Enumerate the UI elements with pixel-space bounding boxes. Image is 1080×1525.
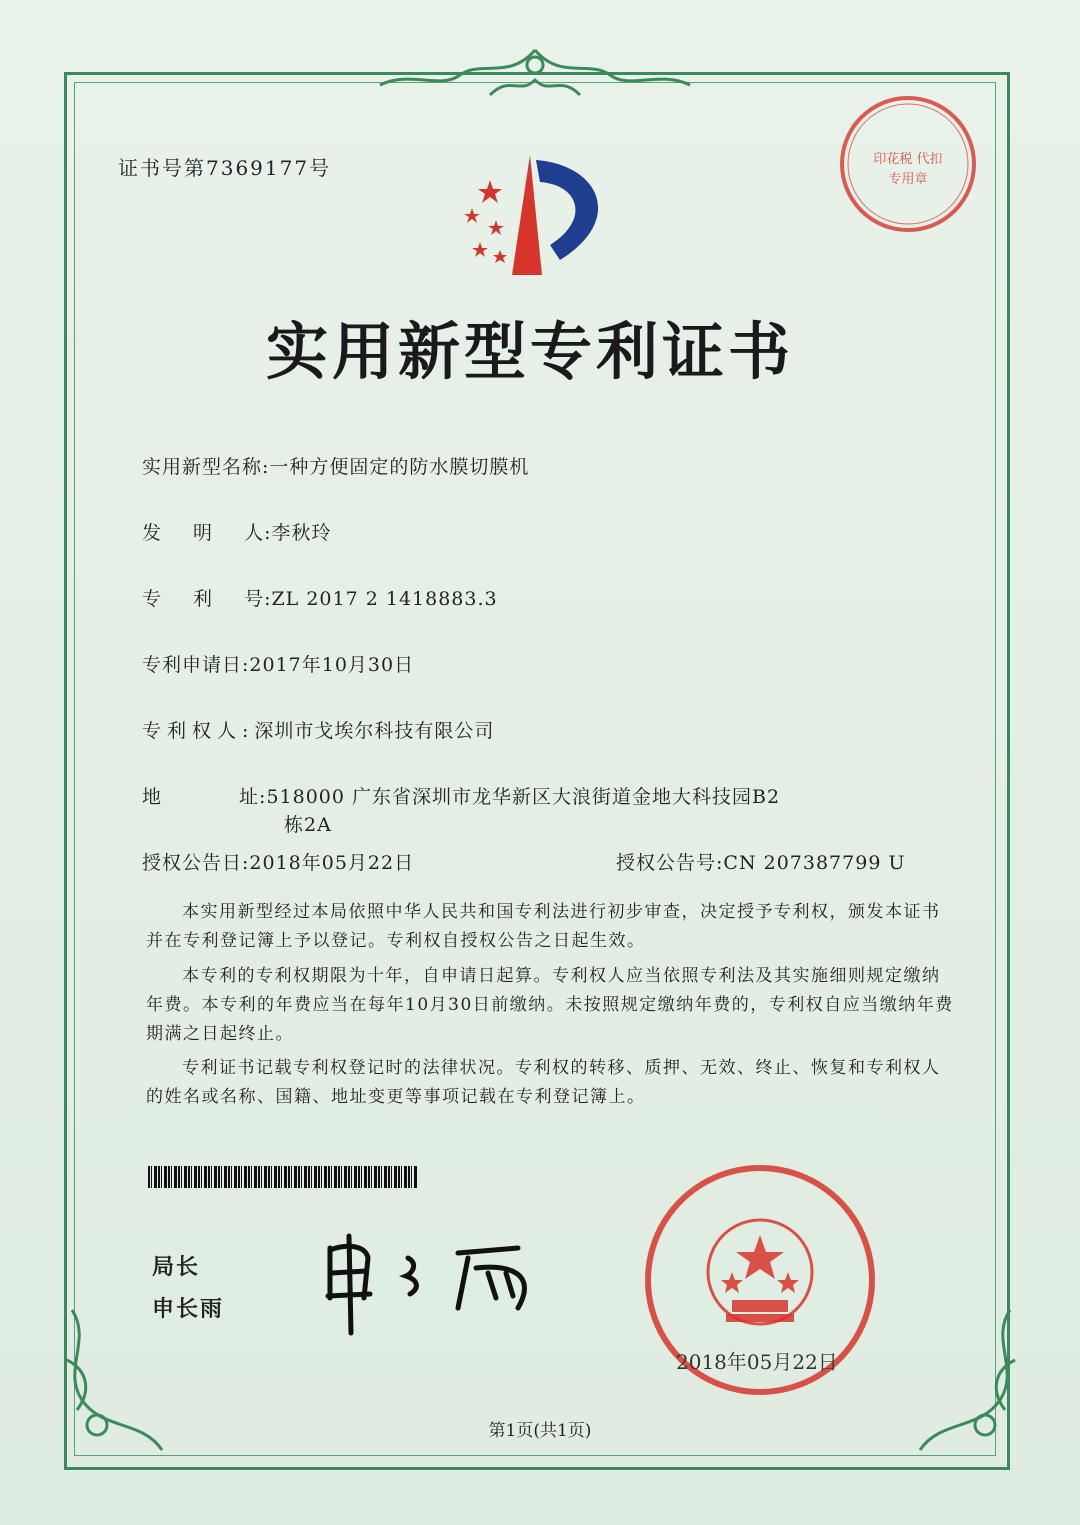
paragraph-1: 本实用新型经过本局依照中华人民共和国专利法进行初步审查，决定授予专利权，颁发本证书并在专利登记簿上予以登记。专利权自授权公告之日起生效。 (146, 902, 941, 951)
grant-number: CN 207387799 U (723, 852, 906, 874)
inventor-name: 李秋玲 (271, 522, 332, 544)
field-label: 发 明 人: (142, 522, 272, 544)
field-label: 实用新型名称: (142, 456, 270, 478)
field-label: 专利申请日: (142, 654, 250, 676)
paragraph-3: 专利证书记载专利权登记时的法律状况。专利权的转移、质押、无效、终止、恢复和专利权人的姓名或名称、国籍、地址变更等事项记载在专利登记簿上。 (146, 1058, 941, 1107)
address-line-2: 栋2A (284, 814, 332, 836)
grant-date-row (142, 848, 414, 875)
page-footer: 第1页(共1页) (488, 1421, 592, 1441)
patent-number-row (142, 584, 498, 611)
patentee-row (142, 716, 494, 743)
field-label: 授权公告号: (616, 852, 724, 874)
patentee-name: 深圳市戈埃尔科技有限公司 (254, 720, 495, 742)
document-title: 实用新型专利证书 (265, 315, 794, 388)
tax-stamp-center-text: 印花税 代扣专用章 (873, 152, 943, 187)
grant-date: 2018年05月22日 (249, 852, 415, 874)
barcode (148, 1166, 418, 1188)
filing-date: 2017年10月30日 (249, 654, 415, 676)
patent-number: ZL 2017 2 1418883.3 (271, 588, 498, 610)
top-ornament (370, 40, 700, 110)
director-title: 局长 (152, 1254, 201, 1280)
utility-model-name-row (142, 452, 529, 479)
inventor-row (142, 518, 332, 545)
field-label: 专 利 号: (142, 588, 272, 610)
paragraph-2: 本专利的专利权期限为十年，自申请日起算。专利权人应当依照专利法及其实施细则规定缴纳年费。本专利的年费应当在每年10月30日前缴纳。未按照规定缴纳年费的，专利权自应当缴纳年费期满之日起终止。 (146, 966, 954, 1044)
address-row (142, 782, 780, 809)
field-label: 授权公告日: (142, 852, 250, 874)
official-seal-date: 2018年05月22日 (676, 1350, 838, 1374)
utility-model-name: 一种方便固定的防水膜切膜机 (269, 456, 530, 478)
grant-number-row (616, 848, 905, 875)
patent-office-logo (450, 150, 620, 280)
field-label: 地 址: (142, 786, 267, 808)
director-name: 申长雨 (152, 1296, 225, 1322)
filing-date-row (142, 650, 414, 677)
director-signature (318, 1228, 558, 1338)
certificate-number: 证书号第7369177号 (118, 156, 332, 180)
field-label: 专利权人: (142, 720, 255, 742)
address-line-1: 518000 广东省深圳市龙华新区大浪街道金地大科技园B2 (266, 786, 781, 808)
